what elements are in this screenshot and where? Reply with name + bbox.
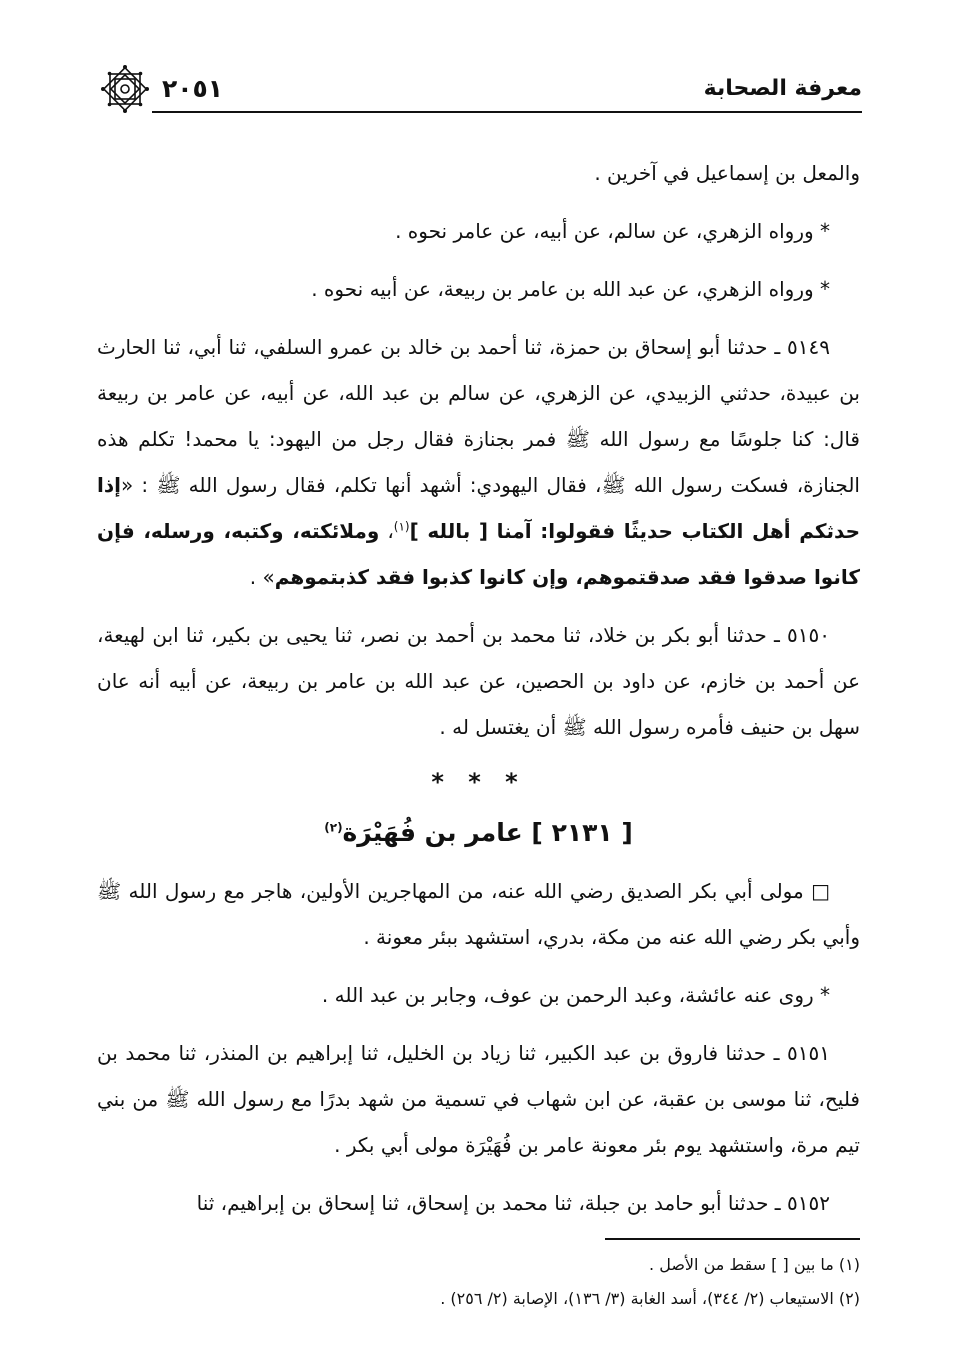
hadith-5149-comma: ، — [379, 519, 394, 543]
footnote-2: (٢) الاستيعاب (٢/ ٣٤٤)، أسد الغابة (٣/ ١٣٦)، الإصابة (٢/ ٢٥٦) . — [440, 1289, 860, 1308]
section-separator: * * * — [431, 768, 526, 796]
biography-paragraph: □ مولى أبي بكر الصديق رضي الله عنه، من المهاجرين الأولين، هاجر مع رسول الله ﷺ وأبي بكر رضي الله عنه من مكة، بدري، استشهد ببئر معونة . — [97, 879, 860, 949]
paragraph: * ورواه الزهري، عن عبد الله بن عامر بن ربيعة، عن أبيه نحوه . — [311, 277, 830, 301]
hadith-5149-end: » . — [249, 565, 275, 589]
narrators-paragraph: * روى عنه عائشة، وعبد الرحمن بن عوف، وجابر بن عبد الله . — [321, 983, 830, 1007]
entry-title: [ ٢١٣١ ] عامر بن فُهَيْرَة — [342, 818, 633, 847]
hadith-5149-text: ٥١٤٩ ـ حدثنا أبو إسحاق بن حمزة، ثنا أحمد بن خالد بن عمرو السلفي، ثنا أبي، ثنا الحارث بن عبيدة، حدثني الزبيدي، عن الزهري، عن سالم بن عبد الله، عن أبيه، عن عامر بن ربيعة قال: كنا جلوسًا مع رسول الله ﷺ فمر بجنازة فقال رجل من اليهود: يا محمد! تكلم هذه الجنازة، فسكت رسول الله ﷺ، فقال اليهودي: أشهد أنها تكلم، فقال رسول الله ﷺ : « — [97, 335, 860, 497]
paragraph: * ورواه الزهري، عن سالم، عن أبيه، عن عامر نحوه . — [395, 219, 830, 243]
page-number: ٢٠٥١ — [162, 74, 224, 103]
star-ornament-icon — [100, 64, 150, 114]
hadith-5151: ٥١٥١ ـ حدثنا فاروق بن عبد الكبير، ثنا زياد بن الخليل، ثنا إبراهيم بن المنذر، ثنا محمد بن فليح، ثنا موسى بن عقبة، عن ابن شهاب في تسمية من شهد بدرًا مع رسول الله ﷺ من بني تيم مرة، واستشهد يوم بئر معونة عامر بن فُهَيْرَة مولى أبي بكر . — [97, 1041, 860, 1157]
footnote-rule — [605, 1238, 860, 1240]
entry-heading — [97, 808, 860, 858]
paragraph: والمعل بن إسماعيل في آخرين . — [594, 161, 860, 185]
hadith-5149-quote-b: وملائكته، وكتبه، ورسله، فإن كانوا صدقوا فقد صدقتموهم، وإن كانوا كذبوا فقد كذبتموهم — [97, 519, 860, 589]
hadith-5149 — [97, 324, 860, 600]
footnote-ref-2: (٢) — [324, 820, 343, 835]
hadith-5152: ٥١٥٢ ـ حدثنا أبو حامد بن جبلة، ثنا محمد بن إسحاق، ثنا إسحاق بن إبراهيم، ثنا — [196, 1191, 830, 1215]
hadith-5149-quote-a: إذا حدثكم أهل الكتاب حديثًا فقولوا: آمنا [ بالله ] — [97, 473, 861, 543]
running-title: معرفة الصحابة — [703, 76, 862, 101]
hadith-5150: ٥١٥٠ ـ حدثنا أبو بكر بن خلاد، ثنا محمد بن أحمد بن نصر، ثنا يحيى بن بكير، ثنا ابن لهيعة، عن أحمد بن خازم، عن داود بن الحصين، عن عبد الله بن عامر بن ربيعة، عن أبيه أنه عان سهل بن حنيف فأمره رسول الله ﷺ أن يغتسل له . — [97, 623, 860, 739]
footnotes — [97, 1248, 860, 1316]
header-rule — [152, 111, 862, 113]
footnote-1: (١) ما بين [ ] سقط من الأصل . — [649, 1255, 860, 1274]
main-text — [97, 150, 860, 1238]
footnote-ref-1: (١) — [393, 519, 410, 534]
page-header — [100, 70, 862, 112]
